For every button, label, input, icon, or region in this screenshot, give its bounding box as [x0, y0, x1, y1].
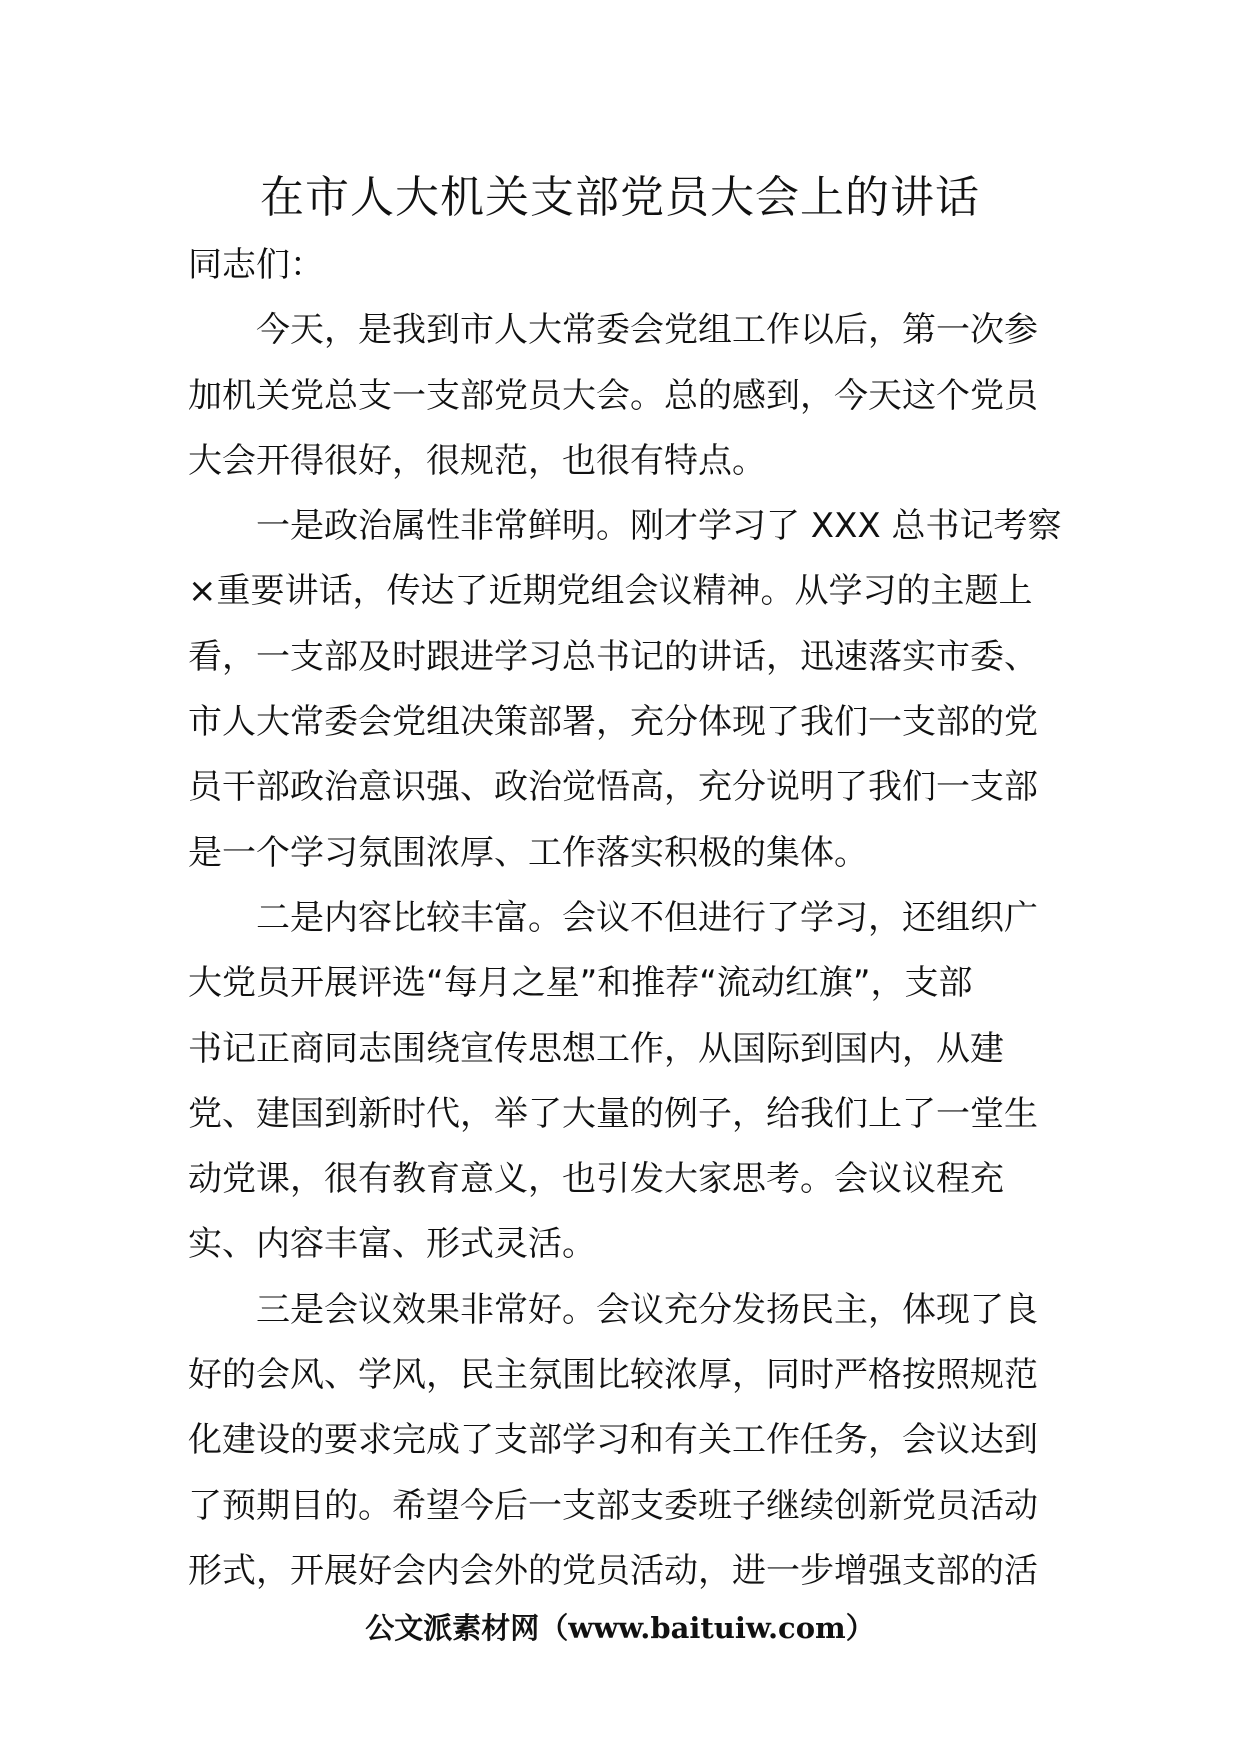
- paragraph-line: 是一个学习氛围浓厚、工作落实积极的集体。: [188, 832, 868, 873]
- paragraph-line: 今天，是我到市人大常委会党组工作以后，第一次参: [256, 310, 1038, 351]
- salutation: 同志们：: [188, 245, 324, 285]
- paragraph-line: 员干部政治意识强、政治觉悟高，充分说明了我们一支部: [188, 767, 1038, 808]
- paragraph-line: 大会开得很好，很规范，也很有特点。: [188, 440, 766, 481]
- document-title: 在市人大机关支部党员大会上的讲话: [260, 172, 980, 223]
- footer-watermark: 公文派素材网（www.baituiw.com）: [365, 1611, 875, 1645]
- paragraph-line: 市人大常委会党组决策部署，充分体现了我们一支部的党: [188, 702, 1038, 743]
- paragraph-line: 一是政治属性非常鲜明。刚才学习了 XXX 总书记考察: [256, 506, 1062, 547]
- paragraph-line: 三是会议效果非常好。会议充分发扬民主，体现了良: [256, 1289, 1038, 1330]
- paragraph-line: 化建设的要求完成了支部学习和有关工作任务，会议达到: [188, 1420, 1038, 1461]
- document-body: [188, 233, 1068, 1604]
- paragraph-line: ×重要讲话，传达了近期党组会议精神。从学习的主题上: [188, 571, 1033, 612]
- paragraph-line: 了预期目的。希望今后一支部支委班子继续创新党员活动: [188, 1485, 1038, 1526]
- paragraph-line: 好的会风、学风，民主氛围比较浓厚，同时严格按照规范: [188, 1355, 1038, 1396]
- paragraph-3: [188, 886, 1068, 1278]
- paragraph-2: [188, 494, 1068, 886]
- paragraph-line: 加机关党总支一支部党员大会。总的感到，今天这个党员: [188, 375, 1038, 416]
- paragraph-line: 实、内容丰富、形式灵活。: [188, 1224, 596, 1265]
- paragraph-line: 大党员开展评选“每月之星”和推荐“流动红旗”，支部: [188, 963, 973, 1004]
- paragraph-line: 二是内容比较丰富。会议不但进行了学习，还组织广: [256, 897, 1038, 938]
- paragraph-line: 动党课，很有教育意义，也引发大家思考。会议议程充: [188, 1159, 1004, 1200]
- paragraph-1: [188, 298, 1068, 494]
- paragraph-line: 党、建国到新时代，举了大量的例子，给我们上了一堂生: [188, 1093, 1038, 1134]
- paragraph-line: 书记正商同志围绕宣传思想工作，从国际到国内，从建: [188, 1028, 1004, 1069]
- paragraph-line: 看，一支部及时跟进学习总书记的讲话，迅速落实市委、: [188, 636, 1038, 677]
- paragraph-line: 形式，开展好会内会外的党员活动，进一步增强支部的活: [188, 1550, 1038, 1591]
- paragraph-4: [188, 1278, 1068, 1604]
